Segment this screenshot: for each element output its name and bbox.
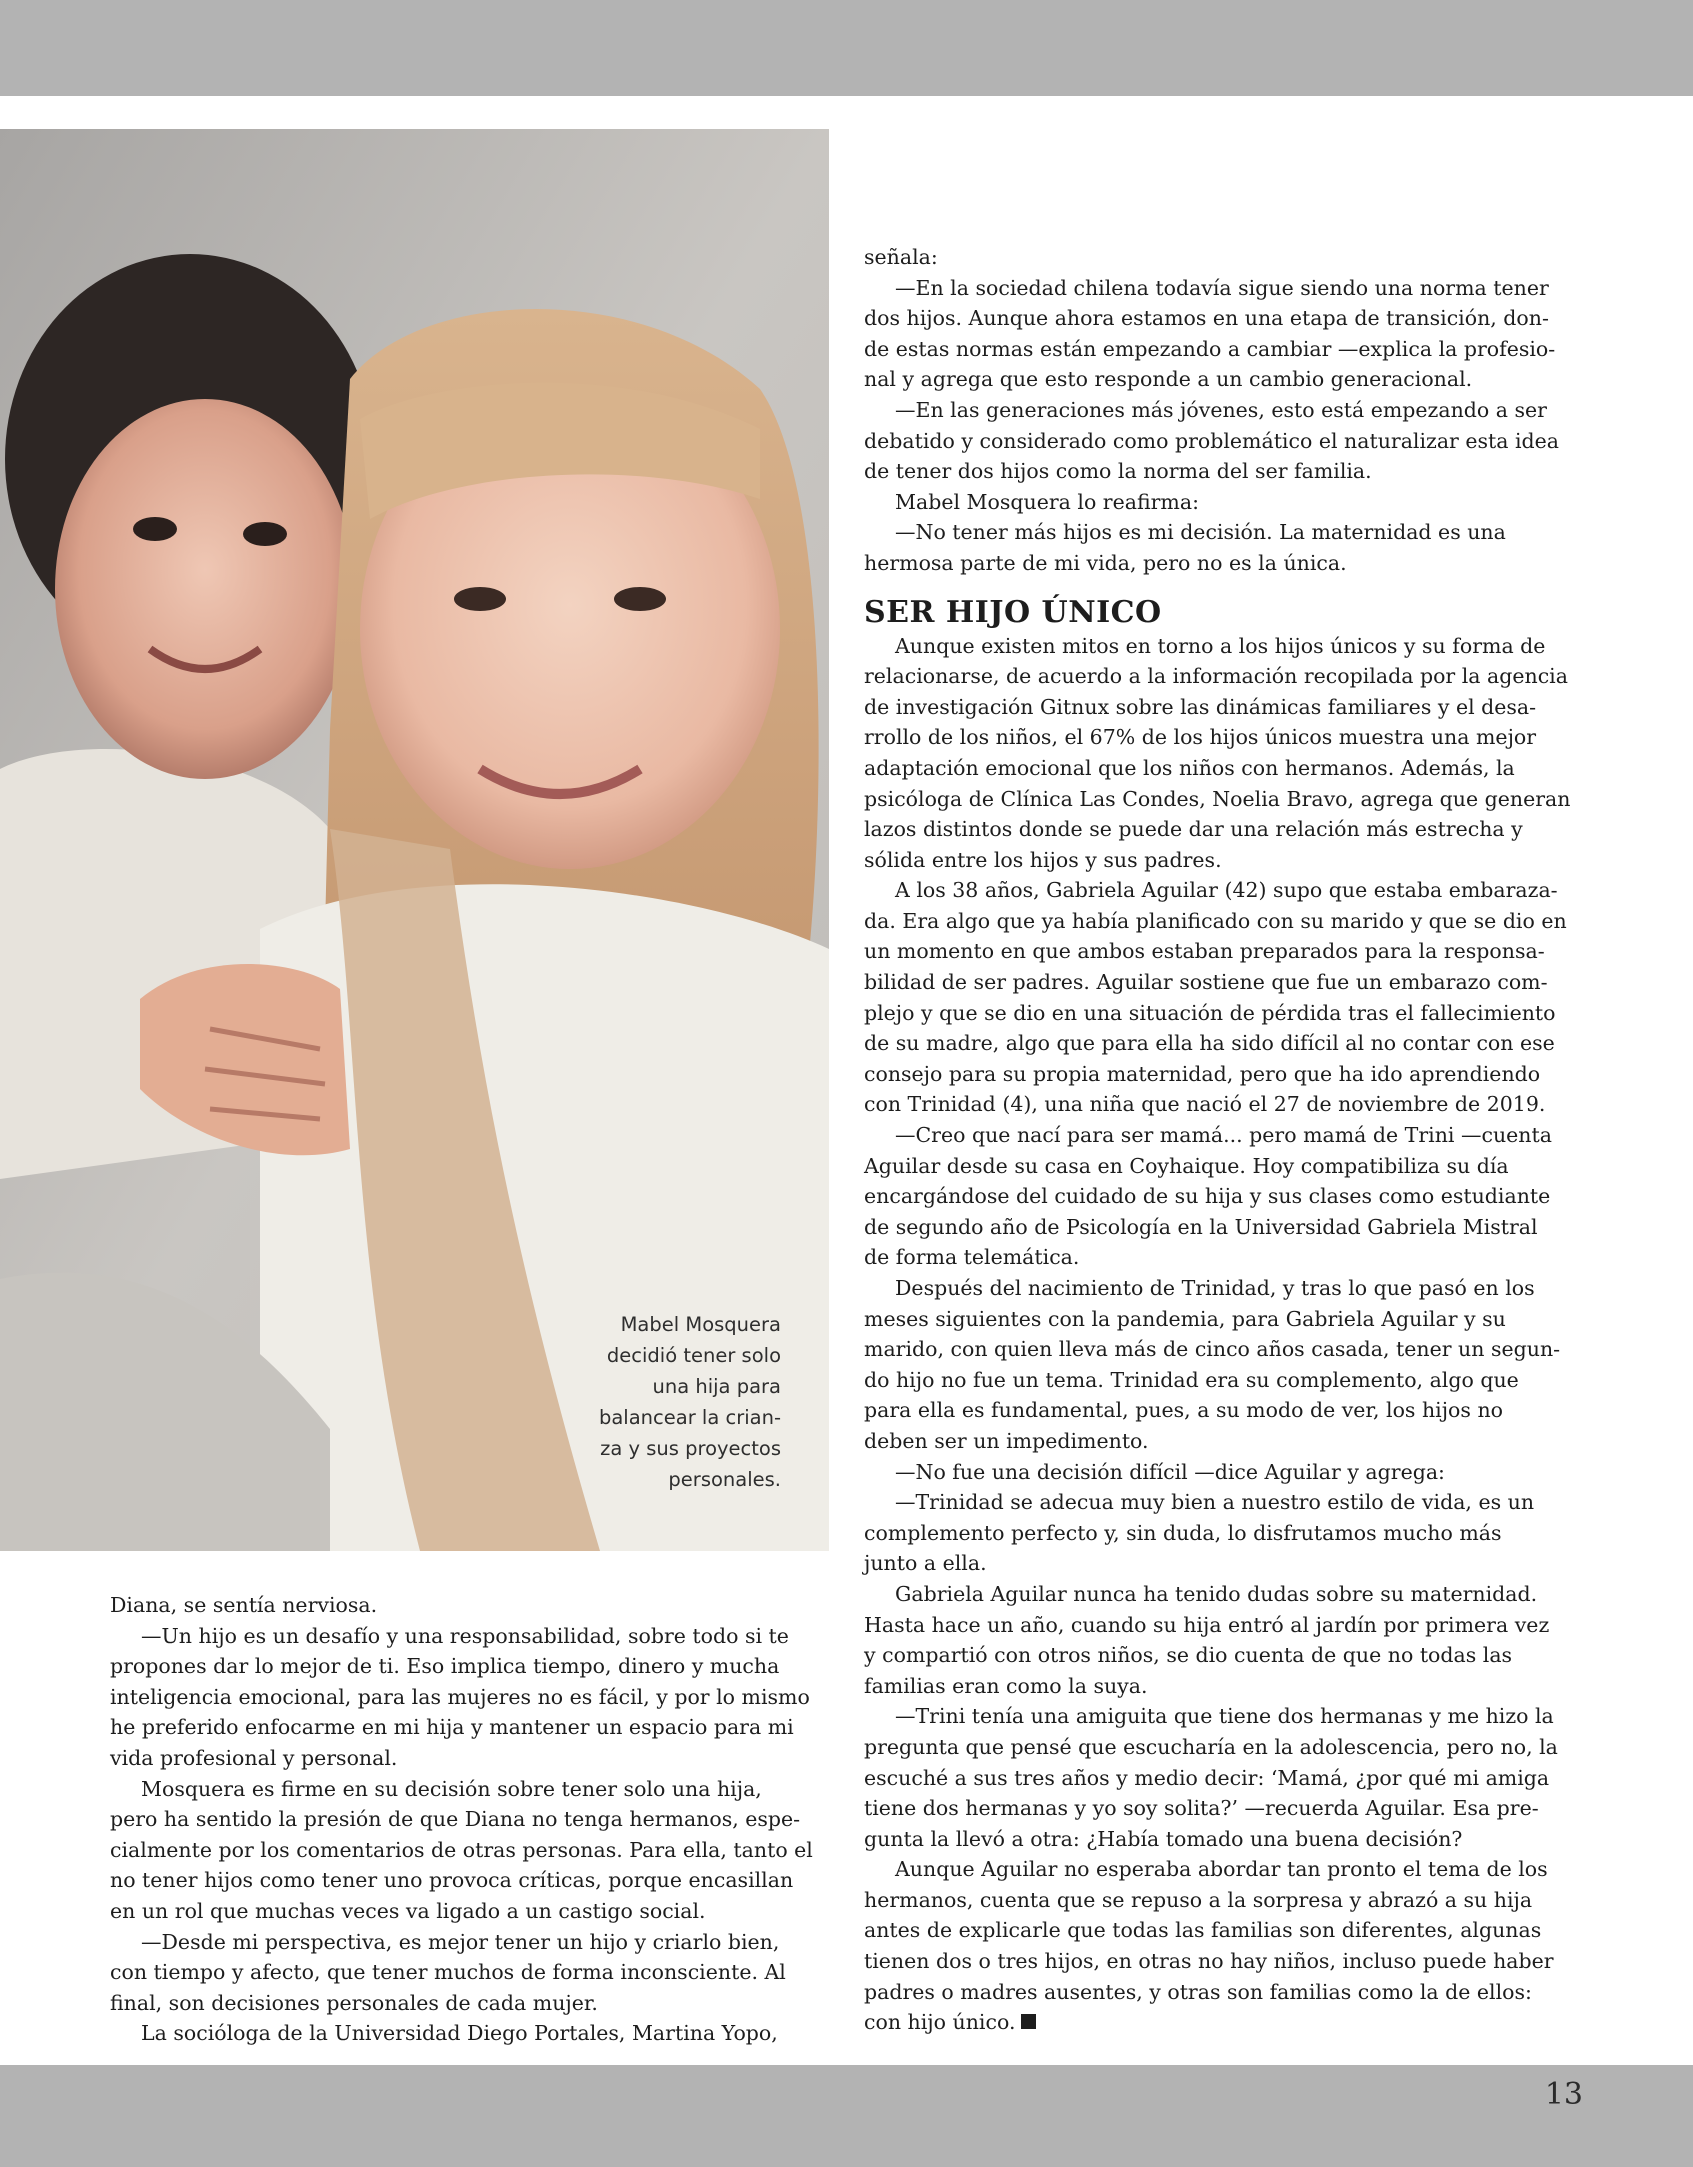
text-line: Gabriela Aguilar nunca ha tenido dudas sobre su maternidad. bbox=[895, 1581, 1538, 1606]
text-line: Aguilar desde su casa en Coyhaique. Hoy compatibiliza su día bbox=[864, 1153, 1509, 1178]
text-line: relacionarse, de acuerdo a la información recopilada por la agencia bbox=[864, 664, 1568, 689]
text-line: con hijo único. bbox=[864, 2007, 1584, 2038]
text-line: complemento perfecto y, sin duda, lo disfrutamos mucho más bbox=[864, 1520, 1502, 1545]
text-line: escuché a sus tres años y medio decir: ‘Mamá, ¿por qué mi amiga bbox=[864, 1765, 1550, 1790]
text-line: Mabel Mosquera lo reafirma: bbox=[895, 489, 1199, 514]
text-line: pero ha sentido la presión de que Diana no tenga hermanos, espe- bbox=[110, 1807, 801, 1832]
text-line: con Trinidad (4), una niña que nació el 27 de noviembre de 2019. bbox=[864, 1092, 1546, 1117]
end-of-article-mark bbox=[1021, 2014, 1036, 2029]
text-line: plejo y que se dio en una situación de pérdida tras el fallecimiento bbox=[864, 1000, 1556, 1025]
caption-line: Mabel Mosquera bbox=[620, 1313, 781, 1336]
text-line: he preferido enfocarme en mi hija y mantener un espacio para mi bbox=[110, 1715, 794, 1740]
left-text-column bbox=[110, 1590, 830, 2049]
text-line: —Trinidad se adecua muy bien a nuestro estilo de vida, es un bbox=[895, 1490, 1535, 1515]
text-line: meses siguientes con la pandemia, para Gabriela Aguilar y su bbox=[864, 1306, 1506, 1331]
right-column-top-text bbox=[864, 242, 1584, 579]
photo-caption bbox=[551, 1309, 781, 1495]
text-line: pregunta que pensé que escucharía en la adolescencia, pero no, la bbox=[864, 1734, 1558, 1759]
text-line: hermosa parte de mi vida, pero no es la única. bbox=[864, 550, 1347, 575]
text-line: señala: bbox=[864, 245, 938, 269]
caption-line: decidió tener solo bbox=[606, 1344, 781, 1367]
text-line: Después del nacimiento de Trinidad, y tras lo que pasó en los bbox=[895, 1276, 1535, 1300]
text-line: vida profesional y personal. bbox=[110, 1745, 398, 1770]
text-line: nal y agrega que esto responde a un cambio generacional. bbox=[864, 367, 1473, 392]
text-line: y compartió con otros niños, se dio cuenta de que no todas las bbox=[864, 1643, 1513, 1668]
text-line: rrollo de los niños, el 67% de los hijos únicos muestra una mejor bbox=[864, 725, 1537, 750]
text-line: familias eran como la suya. bbox=[864, 1673, 1148, 1698]
text-line: encargándose del cuidado de su hija y sus clases como estudiante bbox=[864, 1184, 1551, 1209]
text-line: final, son decisiones personales de cada mujer. bbox=[110, 1990, 598, 2015]
text-line: de forma telemática. bbox=[864, 1245, 1080, 1270]
text-line: Aunque existen mitos en torno a los hijos únicos y su forma de bbox=[895, 633, 1546, 658]
text-line: no tener hijos como tener uno provoca críticas, porque encasillan bbox=[110, 1868, 794, 1893]
text-line: junto a ella. bbox=[864, 1551, 987, 1576]
text-line: para ella es fundamental, pues, a su modo de ver, los hijos no bbox=[864, 1398, 1503, 1423]
caption-line: za y sus proyectos bbox=[600, 1437, 781, 1460]
text-line: Mosquera es firme en su decisión sobre tener solo una hija, bbox=[141, 1776, 762, 1801]
text-line: con tiempo y afecto, que tener muchos de forma inconsciente. Al bbox=[110, 1960, 786, 1985]
text-line: de segundo año de Psicología en la Universidad Gabriela Mistral bbox=[864, 1214, 1538, 1239]
top-header-band bbox=[0, 0, 1693, 96]
text-line: de tener dos hijos como la norma del ser familia. bbox=[864, 459, 1372, 484]
text-line: propones dar lo mejor de ti. Eso implica tiempo, dinero y mucha bbox=[110, 1654, 780, 1679]
text-line: —Desde mi perspectiva, es mejor tener un hijo y criarlo bien, bbox=[141, 1929, 780, 1954]
bottom-footer-band bbox=[0, 2065, 1693, 2167]
text-line: Aunque Aguilar no esperaba abordar tan pronto el tema de los bbox=[895, 1857, 1548, 1882]
text-line: tienen dos o tres hijos, en otras no hay niños, incluso puede haber bbox=[864, 1949, 1554, 1974]
text-line: bilidad de ser padres. Aguilar sostiene que fue un embarazo com- bbox=[864, 970, 1548, 995]
text-line: lazos distintos donde se puede dar una relación más estrecha y bbox=[864, 817, 1523, 842]
text-line: de investigación Gitnux sobre las dinámicas familiares y el desa- bbox=[864, 694, 1537, 719]
text-line: dos hijos. Aunque ahora estamos en una etapa de transición, don- bbox=[864, 306, 1549, 331]
text-line: —No tener más hijos es mi decisión. La maternidad es una bbox=[895, 520, 1506, 545]
text-line: La socióloga de la Universidad Diego Portales, Martina Yopo, bbox=[141, 2021, 778, 2046]
text-line: un momento en que ambos estaban preparados para la responsa- bbox=[864, 939, 1545, 964]
text-line: cialmente por los comentarios de otras personas. Para ella, tanto el bbox=[110, 1837, 813, 1862]
text-line: do hijo no fue un tema. Trinidad era su complemento, algo que bbox=[864, 1367, 1519, 1392]
text-line: deben ser un impedimento. bbox=[864, 1428, 1149, 1453]
text-line: Diana, se sentía nerviosa. bbox=[110, 1593, 378, 1617]
text-line: sólida entre los hijos y sus padres. bbox=[864, 847, 1222, 872]
text-line: —Un hijo es un desafío y una responsabilidad, sobre todo si te bbox=[141, 1623, 789, 1648]
text-line: —No fue una decisión difícil —dice Aguilar y agrega: bbox=[895, 1459, 1445, 1484]
text-line: consejo para su propia maternidad, pero que ha ido aprendiendo bbox=[864, 1061, 1541, 1086]
text-line: en un rol que muchas veces va ligado a un castigo social. bbox=[110, 1898, 706, 1923]
caption-line: balancear la crian- bbox=[598, 1406, 781, 1429]
text-line: —Trini tenía una amiguita que tiene dos hermanas y me hizo la bbox=[895, 1704, 1554, 1729]
text-line: marido, con quien lleva más de cinco años casada, tener un segun- bbox=[864, 1337, 1561, 1362]
text-line: —Creo que nací para ser mamá... pero mamá de Trini —cuenta bbox=[895, 1123, 1552, 1148]
section-heading: SER HIJO ÚNICO bbox=[864, 594, 1162, 630]
right-text-column bbox=[864, 242, 1584, 2038]
caption-line: una hija para bbox=[652, 1375, 781, 1398]
text-line: padres o madres ausentes, y otras son familias como la de ellos: bbox=[864, 1979, 1532, 2004]
text-line: gunta la llevó a otra: ¿Había tomado una buena decisión? bbox=[864, 1826, 1463, 1851]
text-line: —En las generaciones más jóvenes, esto está empezando a ser bbox=[895, 397, 1547, 422]
right-column-body-text bbox=[864, 631, 1584, 2038]
text-line: da. Era algo que ya había planificado con su marido y que se dio en bbox=[864, 908, 1567, 933]
text-line: de estas normas están empezando a cambiar —explica la profesio- bbox=[864, 336, 1556, 361]
text-line: debatido y considerado como problemático el naturalizar esta idea bbox=[864, 428, 1560, 453]
text-line: de su madre, algo que para ella ha sido difícil al no contar con ese bbox=[864, 1031, 1555, 1056]
text-line: A los 38 años, Gabriela Aguilar (42) supo que estaba embaraza- bbox=[895, 878, 1558, 903]
text-line: antes de explicarle que todas las familias son diferentes, algunas bbox=[864, 1918, 1542, 1943]
text-line: —En la sociedad chilena todavía sigue siendo una norma tener bbox=[895, 275, 1549, 300]
text-line: adaptación emocional que los niños con hermanos. Además, la bbox=[864, 755, 1515, 780]
mother-daughter-photo bbox=[0, 129, 829, 1551]
text-line: tiene dos hermanas y yo soy solita?’ —recuerda Aguilar. Esa pre- bbox=[864, 1796, 1539, 1821]
text-line: psicóloga de Clínica Las Condes, Noelia Bravo, agrega que generan bbox=[864, 786, 1571, 811]
page-number: 13 bbox=[1544, 2077, 1583, 2112]
text-line: inteligencia emocional, para las mujeres no es fácil, y por lo mismo bbox=[110, 1684, 810, 1709]
caption-line: personales. bbox=[668, 1468, 781, 1491]
text-line: Hasta hace un año, cuando su hija entró al jardín por primera vez bbox=[864, 1612, 1550, 1637]
text-line: hermanos, cuenta que se repuso a la sorpresa y abrazó a su hija bbox=[864, 1887, 1533, 1912]
